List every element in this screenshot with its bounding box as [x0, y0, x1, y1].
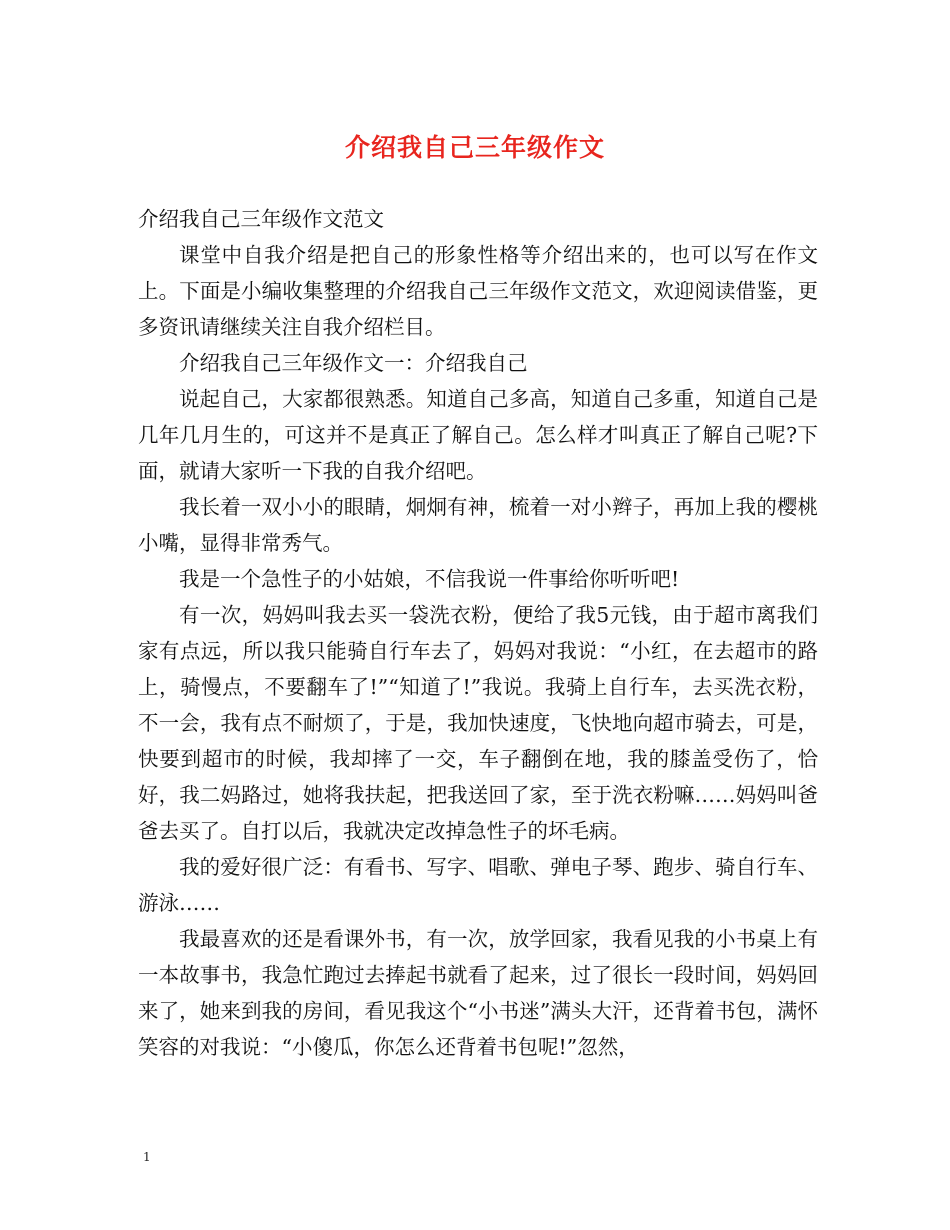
paragraph: 我长着一双小小的眼睛，炯炯有神，梳着一对小辫子，再加上我的樱桃小嘴，显得非常秀气。	[138, 495, 818, 555]
paragraph: 我最喜欢的还是看课外书，有一次，放学回家，我看见我的小书桌上有一本故事书，我急忙跑过去捧起书就看了起来，过了很长一段时间，妈妈回来了，她来到我的房间，看见我这个“小书迷”满头大汗，还背着书包，满怀笑容的对我说：“小傻瓜，你怎么还背着书包呢!”忽然，	[138, 927, 818, 1059]
paragraph-heading: 介绍我自己三年级作文一：介绍我自己	[179, 351, 528, 375]
document-subtitle: 介绍我自己三年级作文范文	[138, 207, 384, 231]
paragraph: 我的爱好很广泛：有看书、写字、唱歌、弹电子琴、跑步、骑自行车、游泳……	[138, 855, 818, 915]
paragraph-intro: 课堂中自我介绍是把自己的形象性格等介绍出来的，也可以写在作文上。下面是小编收集整理的介绍我自己三年级作文范文，欢迎阅读借鉴，更多资讯请继续关注自我介绍栏目。	[138, 243, 818, 339]
paragraph: 说起自己，大家都很熟悉。知道自己多高，知道自己多重，知道自己是几年几月生的，可这并不是真正了解自己。怎么样才叫真正了解自己呢?下面，就请大家听一下我的自我介绍吧。	[138, 387, 818, 483]
paragraph: 我是一个急性子的小姑娘，不信我说一件事给你听听吧!	[179, 567, 680, 591]
paragraph: 有一次，妈妈叫我去买一袋洗衣粉，便给了我5元钱，由于超市离我们家有点远，所以我只能骑自行车去了，妈妈对我说：“小红，在去超市的路上，骑慢点，不要翻车了!”“知道了!”我说。我骑上自行车，去买洗衣粉，不一会，我有点不耐烦了，于是，我加快速度，飞快地向超市骑去，可是，快要到超市的时候，我却摔了一交，车子翻倒在地，我的膝盖受伤了，恰好，我二妈路过，她将我扶起，把我送回了家，至于洗衣粉嘛……妈妈叫爸爸去买了。自打以后，我就决定改掉急性子的坏毛病。	[138, 603, 818, 843]
page-number: 1	[143, 1150, 151, 1164]
document-body	[138, 201, 818, 1065]
document-title: 介绍我自己三年级作文	[344, 133, 605, 162]
